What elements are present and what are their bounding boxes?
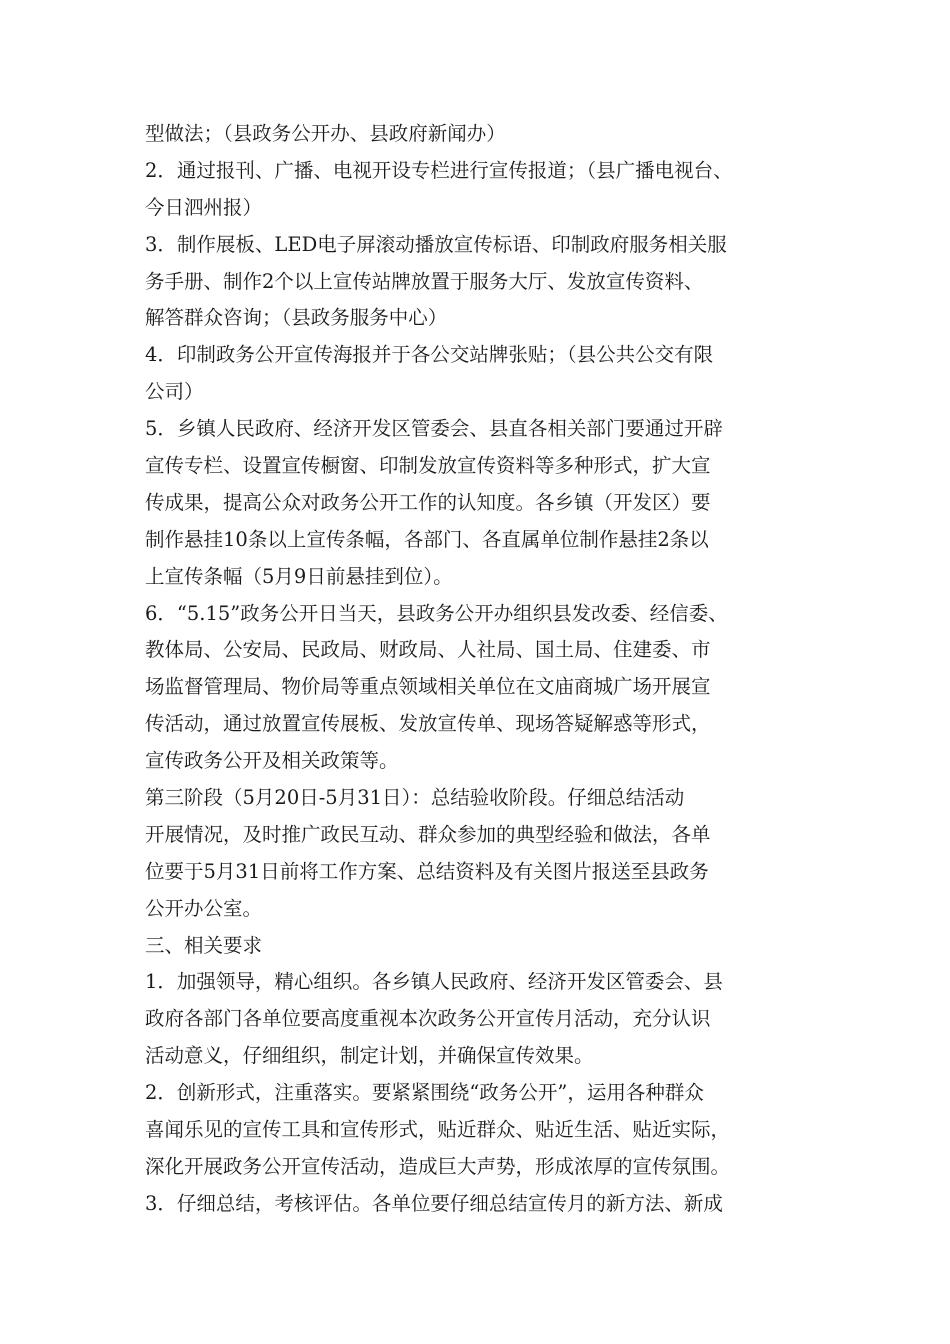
text-line: 上宣传条幅（5月9日前悬挂到位）。	[145, 564, 453, 588]
text-line: 公开办公室。	[145, 896, 263, 920]
text-line: 务手册、制作2个以上宣传站牌放置于服务大厅、发放宣传资料、	[145, 269, 704, 293]
text-line: 第三阶段（5月20日-5月31日）：总结验收阶段。仔细总结活动	[145, 786, 685, 810]
text-line: 开展情况，及时推广政民互动、群众参加的典型经验和做法，各单	[145, 822, 711, 846]
text-line: 政府各部门各单位要高度重视本次政务公开宣传月活动，充分认识	[145, 1007, 711, 1031]
text-line: 2．创新形式，注重落实。要紧紧围绕“政务公开”，运用各种群众	[145, 1081, 704, 1105]
text-line: 公司）	[145, 380, 204, 404]
text-line: 4．印制政务公开宣传海报并于各公交站牌张贴；（县公共公交有限	[145, 343, 714, 367]
text-line: 活动意义，仔细组织，制定计划，并确保宣传效果。	[145, 1044, 594, 1068]
text-line: 宣传政务公开及相关政策等。	[145, 749, 399, 773]
text-line: 今日泗州报）	[145, 195, 263, 219]
text-line: 型做法；（县政务公开办、县政府新闻办）	[145, 122, 506, 145]
text-line: 传成果，提高公众对政务公开工作的认知度。各乡镇（开发区）要	[145, 490, 711, 514]
text-line: 1．加强领导，精心组织。各乡镇人民政府、经济开发区管委会、县	[145, 970, 723, 994]
text-line: 6．“5.15”政务公开日当天，县政务公开办组织县发改委、经信委、	[145, 601, 728, 625]
text-line: 宣传专栏、设置宣传橱窗、印制发放宣传资料等多种形式，扩大宣	[145, 454, 711, 478]
text-line: 位要于5月31日前将工作方案、总结资料及有关图片报送至县政务	[145, 859, 709, 883]
text-line: 5．乡镇人民政府、经济开发区管委会、县直各相关部门要通过开辟	[145, 417, 723, 441]
text-line: 深化开展政务公开宣传活动，造成巨大声势，形成浓厚的宣传氛围。	[145, 1154, 731, 1178]
text-line: 3．制作展板、LED电子屏滚动播放宣传标语、印制政府服务相关服	[145, 232, 727, 256]
document-body	[145, 116, 815, 1223]
text-line: 3．仔细总结，考核评估。各单位要仔细总结宣传月的新方法、新成	[145, 1191, 723, 1215]
text-line: 教体局、公安局、民政局、财政局、人社局、国土局、住建委、市	[145, 638, 711, 662]
text-line: 喜闻乐见的宣传工具和宣传形式，贴近群众、贴近生活、贴近实际，	[145, 1118, 731, 1142]
text-line: 制作悬挂10条以上宣传条幅，各部门、各直属单位制作悬挂2条以	[145, 527, 709, 551]
text-line: 传活动，通过放置宣传展板、发放宣传单、现场答疑解惑等形式，	[145, 712, 711, 736]
text-line: 解答群众咨询；（县政务服务中心）	[145, 306, 448, 330]
section-heading: 三、相关要求	[145, 933, 263, 957]
text-line: 场监督管理局、物价局等重点领域相关单位在文庙商城广场开展宣	[145, 675, 711, 699]
text-line: 2．通过报刊、广播、电视开设专栏进行宣传报道；（县广播电视台、	[145, 158, 733, 182]
